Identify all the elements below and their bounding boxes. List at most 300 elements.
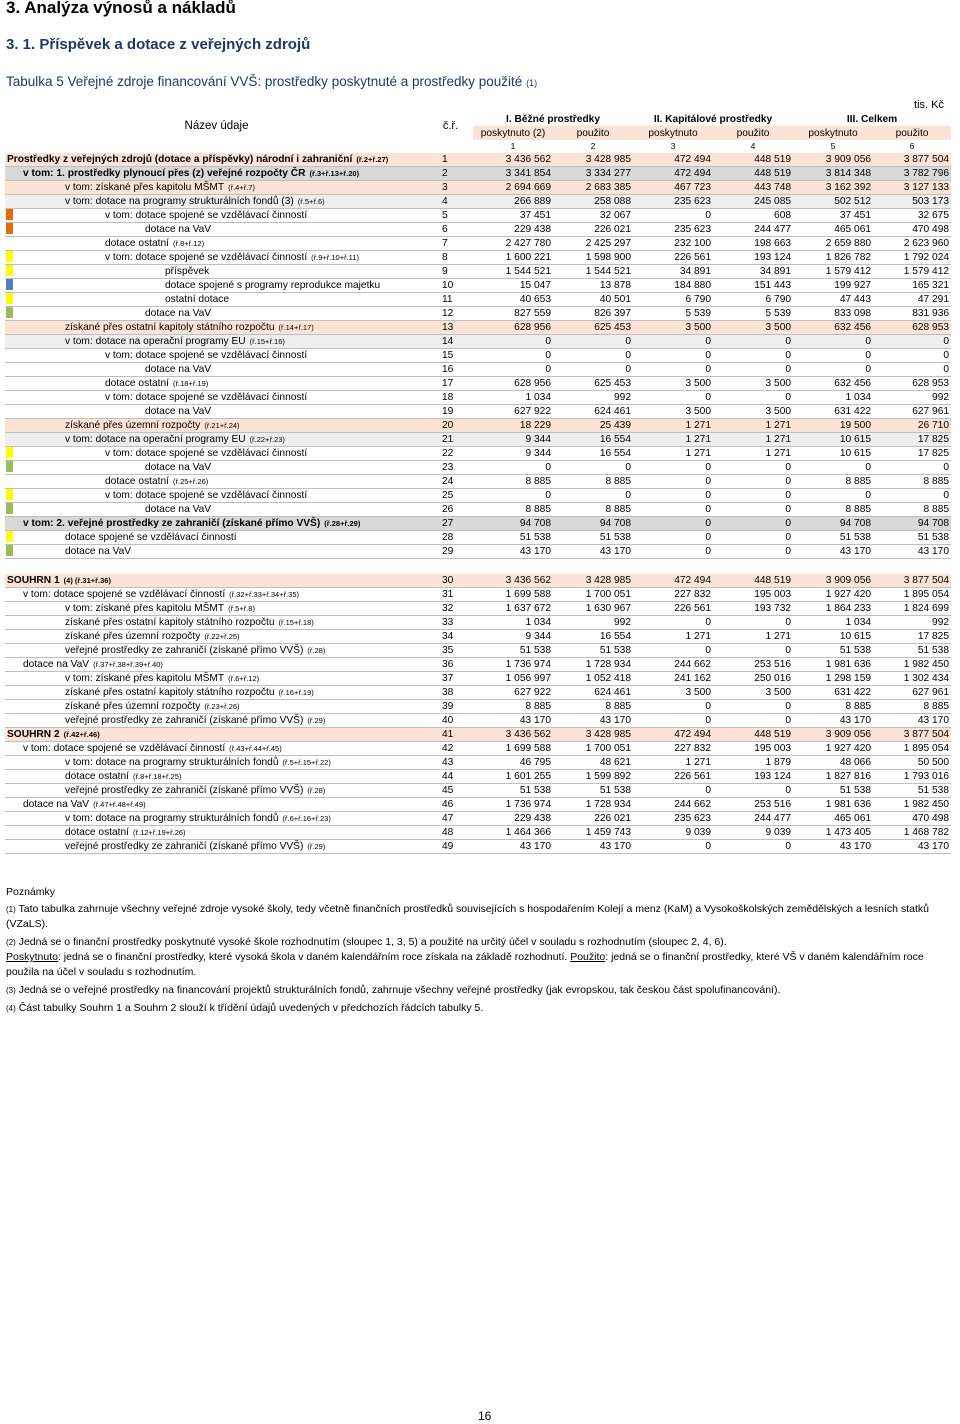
table-row: [5, 321, 951, 335]
row-label-cell: [5, 616, 428, 630]
notes-title: Poznámky: [6, 886, 56, 898]
value-cell: 8 885: [525, 476, 551, 487]
row-label-cell: [5, 588, 428, 602]
value-cell: 253 516: [754, 659, 792, 670]
row-label-cell: [5, 798, 428, 812]
value-cell: 448 519: [754, 154, 792, 165]
value-cell: 3 127 133: [903, 182, 950, 193]
row-number: 33: [442, 617, 454, 628]
value-cell: 0: [865, 462, 872, 473]
row-label-cell: [5, 531, 428, 545]
value-cell: 0: [785, 392, 792, 403]
note-ref: (3): [6, 986, 16, 995]
row-number: 10: [442, 280, 454, 291]
value-cell: 2 659 880: [825, 238, 872, 249]
funding-table: [5, 112, 951, 854]
note-text: Část tabulky Souhrn 1 a Souhrn 2 slouží k třídění údajů uvedených v předchozích řádcích tabulky 5.: [18, 1002, 484, 1014]
value-cell: 94 708: [917, 518, 950, 529]
note-ref: (1): [6, 905, 16, 914]
sub-header: poskytnuto: [648, 127, 698, 139]
value-cell: 1 034: [845, 617, 872, 628]
row-ref: (ř.8+ř.18+ř.25): [133, 772, 182, 781]
table-row: [5, 840, 951, 854]
note-term: Použito: [570, 951, 606, 963]
value-cell: 0: [785, 462, 792, 473]
table-row: [5, 812, 951, 826]
value-cell: 0: [785, 364, 792, 375]
value-cell: 229 438: [514, 813, 551, 824]
value-cell: 2 425 297: [585, 238, 632, 249]
row-ref: (ř.4+ř.7): [228, 183, 255, 192]
row-number: 17: [442, 378, 454, 389]
table-row: [5, 686, 951, 700]
value-cell: 448 519: [754, 729, 792, 740]
value-cell: 0: [943, 350, 950, 361]
row-number: 1: [442, 154, 448, 165]
row-number: 14: [442, 336, 454, 347]
table-row: [5, 714, 951, 728]
value-cell: 1 302 434: [903, 673, 950, 684]
row-number: 43: [442, 757, 454, 768]
row-ref: (ř.6+ř.16+ř.23): [282, 814, 331, 823]
row-label: v tom: získané přes kapitolu MŠMT: [65, 603, 225, 614]
value-cell: 826 397: [594, 308, 632, 319]
table-row: [5, 153, 951, 167]
note-ref: (4): [6, 1004, 16, 1013]
value-cell: 0: [785, 350, 792, 361]
category-marker: [6, 503, 13, 514]
value-cell: 51 538: [917, 532, 950, 543]
row-label: dotace na VaV: [145, 504, 212, 515]
table-row: [5, 237, 951, 251]
value-cell: 1 052 418: [585, 673, 632, 684]
table-row: [5, 335, 951, 349]
value-cell: 8 885: [605, 701, 632, 712]
table-row: [5, 574, 951, 588]
table-row: [5, 644, 951, 658]
value-cell: 1 700 051: [585, 743, 632, 754]
value-cell: 502 512: [834, 196, 872, 207]
table-header: [5, 112, 951, 153]
value-cell: 3 500: [765, 687, 792, 698]
row-number: 46: [442, 799, 454, 810]
row-label-cell: [5, 195, 428, 209]
row-label: dotace ostatní: [105, 476, 170, 487]
value-cell: 227 832: [674, 743, 712, 754]
value-cell: 1 271: [685, 631, 712, 642]
value-cell: 5 539: [685, 308, 712, 319]
value-cell: 10 615: [839, 448, 872, 459]
value-cell: 43 170: [519, 841, 551, 852]
value-cell: 0: [705, 645, 712, 656]
value-cell: 51 538: [599, 785, 632, 796]
category-marker: [6, 251, 13, 262]
heading-section: 3. Analýza výnosů a nákladů: [6, 0, 236, 17]
row-number: 47: [442, 813, 454, 824]
row-label-cell: [5, 447, 428, 461]
value-cell: 1 271: [765, 420, 792, 431]
value-cell: 1 600 221: [505, 252, 551, 263]
row-label: příspěvek: [165, 266, 210, 277]
value-cell: 244 477: [754, 224, 792, 235]
value-cell: 1 271: [765, 448, 792, 459]
value-cell: 51 538: [519, 532, 551, 543]
value-cell: 46 795: [519, 757, 551, 768]
value-cell: 17 825: [917, 631, 950, 642]
value-cell: 3 877 504: [903, 154, 950, 165]
value-cell: 51 538: [839, 645, 872, 656]
category-marker: [6, 447, 13, 458]
value-cell: 1 736 974: [505, 799, 551, 810]
value-cell: 198 663: [754, 238, 792, 249]
value-cell: 43 170: [519, 715, 551, 726]
value-cell: 627 922: [514, 687, 551, 698]
col-number: 2: [590, 141, 596, 151]
value-cell: 3 162 392: [825, 182, 872, 193]
row-label: v tom: dotace spojené se vzdělávací činností: [105, 448, 308, 459]
value-cell: 0: [865, 350, 872, 361]
category-marker: [6, 461, 13, 472]
table-row: [5, 588, 951, 602]
row-number: 41: [442, 729, 454, 740]
value-cell: 0: [545, 350, 551, 361]
value-cell: 0: [545, 336, 551, 347]
table-row: [5, 658, 951, 672]
table-row: [5, 167, 951, 181]
value-cell: 43 170: [599, 841, 632, 852]
row-number: 35: [442, 645, 454, 656]
table-row: [5, 602, 951, 616]
value-cell: 2 427 780: [505, 238, 551, 249]
row-label: dotace ostatní: [105, 378, 170, 389]
value-cell: 1 982 450: [903, 799, 950, 810]
value-cell: 8 885: [605, 476, 632, 487]
value-cell: 0: [705, 476, 712, 487]
row-number: 36: [442, 659, 454, 670]
row-label-cell: [5, 349, 428, 363]
sub-header: použito: [736, 127, 770, 139]
row-label-cell: [5, 153, 428, 167]
table-row: [5, 419, 951, 433]
value-cell: 1 271: [685, 434, 712, 445]
table-row: [5, 293, 951, 307]
table-row: [5, 545, 951, 559]
row-label: veřejné prostředky ze zahraničí (získané přímo VVŠ): [65, 645, 304, 656]
row-label-cell: [5, 545, 428, 559]
value-cell: 235 623: [674, 224, 712, 235]
row-label-cell: [5, 167, 428, 181]
row-ref: (ř.37+ř.38+ř.39+ř.40): [93, 660, 163, 669]
row-label: v tom: dotace spojené se vzdělávací činností: [105, 210, 308, 221]
table-row: [5, 742, 951, 756]
row-label: dotace ostatní: [105, 238, 170, 249]
note-4: [6, 1001, 958, 1016]
value-cell: 3 500: [765, 378, 792, 389]
table-row: [5, 363, 951, 377]
value-cell: 226 561: [674, 252, 712, 263]
table-row: [5, 405, 951, 419]
value-cell: 226 561: [674, 771, 712, 782]
row-label-cell: [5, 321, 428, 335]
row-ref: (ř.29): [307, 842, 326, 851]
value-cell: 43 170: [599, 546, 632, 557]
row-label-cell: [5, 503, 428, 517]
row-label-cell: [5, 672, 428, 686]
value-cell: 0: [785, 701, 792, 712]
value-cell: 0: [705, 715, 712, 726]
value-cell: 0: [705, 350, 712, 361]
unit-label: tis. Kč: [914, 99, 944, 111]
row-ref: (ř.22+ř.25): [204, 632, 240, 641]
note-1: [6, 902, 958, 932]
value-cell: 0: [785, 715, 792, 726]
value-cell: 0: [545, 462, 551, 473]
value-cell: 3 428 985: [585, 729, 632, 740]
value-cell: 193 124: [754, 771, 792, 782]
row-number: 49: [442, 841, 454, 852]
row-label: veřejné prostředky ze zahraničí (získané přímo VVŠ): [65, 785, 304, 796]
value-cell: 51 538: [519, 785, 551, 796]
table-row: [5, 475, 951, 489]
value-cell: 0: [705, 518, 712, 529]
value-cell: 627 961: [912, 406, 950, 417]
value-cell: 94 708: [839, 518, 872, 529]
row-number: 5: [442, 210, 448, 221]
value-cell: 1 271: [685, 420, 712, 431]
value-cell: 3 877 504: [903, 729, 950, 740]
value-cell: 10 615: [839, 434, 872, 445]
note-ref: (2): [6, 938, 16, 947]
row-label-cell: [5, 602, 428, 616]
row-ref: (ř.43+ř.44+ř.45): [229, 744, 282, 753]
value-cell: 8 885: [923, 476, 950, 487]
row-label-cell: [5, 517, 428, 531]
row-label-cell: [5, 307, 428, 321]
value-cell: 232 100: [674, 238, 712, 249]
value-cell: 1 034: [525, 617, 551, 628]
value-cell: 244 662: [674, 659, 712, 670]
value-cell: 0: [705, 210, 712, 221]
value-cell: 624 461: [594, 687, 632, 698]
value-cell: 472 494: [674, 168, 712, 179]
sub-header: použito: [895, 127, 929, 139]
row-number: 45: [442, 785, 454, 796]
row-label-cell: [5, 223, 428, 237]
value-cell: 1 544 521: [585, 266, 632, 277]
value-cell: 1 736 974: [505, 659, 551, 670]
value-cell: 0: [865, 336, 872, 347]
row-label: získané přes územní rozpočty: [65, 701, 201, 712]
value-cell: 3 782 796: [903, 168, 950, 179]
value-cell: 0: [943, 462, 950, 473]
value-cell: 3 341 854: [505, 168, 551, 179]
value-cell: 0: [625, 364, 632, 375]
row-label-cell: [5, 433, 428, 447]
row-label-cell: [5, 461, 428, 475]
value-cell: 0: [705, 336, 712, 347]
value-cell: 8 885: [923, 504, 950, 515]
value-cell: 1 271: [765, 631, 792, 642]
row-ref: (4) (ř.31+ř.36): [63, 576, 111, 585]
value-cell: 608: [774, 210, 792, 221]
value-cell: 1 473 405: [825, 827, 872, 838]
row-label-cell: [5, 644, 428, 658]
value-cell: 43 170: [599, 715, 632, 726]
row-number: 2: [442, 168, 448, 179]
value-cell: 0: [625, 490, 632, 501]
category-marker: [6, 307, 13, 318]
col-number: 3: [670, 141, 676, 151]
value-cell: 3 814 348: [825, 168, 872, 179]
value-cell: 1 601 255: [505, 771, 551, 782]
table-caption: [6, 74, 537, 89]
value-cell: 0: [943, 364, 950, 375]
row-ref: (ř.3+ř.13+ř.20): [309, 169, 360, 178]
row-label: získané přes ostatní kapitoly státního rozpočtu: [65, 617, 275, 628]
category-marker: [6, 279, 13, 290]
category-marker: [6, 489, 13, 500]
value-cell: 37 451: [839, 210, 872, 221]
row-label-cell: [5, 475, 428, 489]
note-text: Jedná se o finanční prostředky poskytnuté vysoké škole rozhodnutím (sloupec 1, 3, 5) a použité na určitý účel v souladu s rozhodnutím (sloupec 2, 4, 6).: [18, 936, 727, 948]
table-row: [5, 517, 951, 531]
value-cell: 9 344: [525, 631, 551, 642]
value-cell: 3 428 985: [585, 575, 632, 586]
row-number: 8: [442, 252, 448, 263]
value-cell: 8 885: [525, 504, 551, 515]
value-cell: 8 885: [605, 504, 632, 515]
row-label: v tom: dotace spojené se vzdělávací činností: [105, 252, 308, 263]
row-number: 27: [442, 518, 454, 529]
row-label: v tom: dotace spojené se vzdělávací činností: [105, 392, 308, 403]
value-cell: 472 494: [674, 154, 712, 165]
row-label-cell: [5, 293, 428, 307]
row-ref: (ř.47+ř.48+ř.49): [93, 800, 146, 809]
value-cell: 47 291: [917, 294, 950, 305]
value-cell: 2 623 960: [903, 238, 950, 249]
row-label-cell: [5, 405, 428, 419]
row-label: v tom: dotace spojené se vzdělávací činností: [23, 743, 226, 754]
col-number: 1: [510, 141, 516, 151]
value-cell: 0: [705, 364, 712, 375]
value-cell: 628 953: [912, 378, 950, 389]
value-cell: 8 885: [845, 476, 872, 487]
value-cell: 8 885: [923, 701, 950, 712]
value-cell: 992: [932, 392, 950, 403]
row-label: dotace spojené s programy reprodukce majetku: [165, 280, 381, 291]
value-cell: 3 500: [685, 687, 712, 698]
row-number: 48: [442, 827, 454, 838]
row-label: SOUHRN 1: [7, 575, 60, 586]
row-label-cell: [5, 377, 428, 391]
row-label-cell: [5, 391, 428, 405]
row-label-cell: [5, 209, 428, 223]
row-label: získané přes územní rozpočty: [65, 420, 201, 431]
table-row: [5, 223, 951, 237]
row-label: v tom: dotace na programy strukturálních fondů: [65, 757, 279, 768]
value-cell: 1 981 636: [825, 799, 872, 810]
value-cell: 0: [705, 546, 712, 557]
row-ref: (ř.6+ř.12): [228, 674, 260, 683]
note-text: : jedná se o finanční prostředky, které VŠ v daném kalendářním roce použila na účel v souladu s rozhodnutím.: [6, 951, 924, 978]
value-cell: 3 334 277: [585, 168, 632, 179]
row-ref: (ř.23+ř.26): [204, 702, 240, 711]
value-cell: 17 825: [917, 448, 950, 459]
value-cell: 1 034: [525, 392, 551, 403]
value-cell: 2 683 385: [585, 182, 632, 193]
notes: [6, 885, 958, 1016]
table-row: [5, 209, 951, 223]
row-number: 42: [442, 743, 454, 754]
value-cell: 0: [785, 504, 792, 515]
row-label: získané přes územní rozpočty: [65, 631, 201, 642]
value-cell: 448 519: [754, 575, 792, 586]
row-number: 22: [442, 448, 454, 459]
value-cell: 18 229: [519, 420, 551, 431]
row-label: dotace na VaV: [145, 364, 212, 375]
row-ref: (ř.22+ř.23): [249, 435, 285, 444]
value-cell: 0: [943, 336, 950, 347]
col-number: 5: [830, 141, 836, 151]
value-cell: 3 436 562: [505, 575, 551, 586]
value-cell: 1 895 054: [903, 589, 950, 600]
value-cell: 244 662: [674, 799, 712, 810]
value-cell: 244 477: [754, 813, 792, 824]
value-cell: 3 428 985: [585, 154, 632, 165]
table-row: [5, 279, 951, 293]
row-label-cell: [5, 237, 428, 251]
table-row: [5, 461, 951, 475]
value-cell: 0: [865, 364, 872, 375]
row-number: 40: [442, 715, 454, 726]
value-cell: 1 927 420: [825, 743, 872, 754]
value-cell: 467 723: [674, 182, 712, 193]
value-cell: 1 637 672: [505, 603, 551, 614]
row-label: dotace spojené se vzdělávací činností: [65, 532, 237, 543]
value-cell: 43 170: [839, 841, 872, 852]
value-cell: 195 003: [754, 743, 792, 754]
table-row: [5, 700, 951, 714]
value-cell: 43 170: [917, 715, 950, 726]
value-cell: 17 825: [917, 434, 950, 445]
row-number: 26: [442, 504, 454, 515]
value-cell: 1 544 521: [505, 266, 551, 277]
row-number: 38: [442, 687, 454, 698]
row-number: 16: [442, 364, 454, 375]
col-name-header: Název údaje: [184, 119, 249, 132]
row-label-cell: [5, 714, 428, 728]
table-row: [5, 391, 951, 405]
row-number: 12: [442, 308, 454, 319]
value-cell: 0: [785, 785, 792, 796]
value-cell: 624 461: [594, 406, 632, 417]
value-cell: 0: [705, 532, 712, 543]
row-number: 13: [442, 322, 454, 333]
table-row: [5, 826, 951, 840]
value-cell: 1 579 412: [903, 266, 950, 277]
value-cell: 226 561: [674, 603, 712, 614]
value-cell: 235 623: [674, 196, 712, 207]
table-row: [5, 798, 951, 812]
value-cell: 227 832: [674, 589, 712, 600]
value-cell: 3 877 504: [903, 575, 950, 586]
value-cell: 3 500: [765, 406, 792, 417]
value-cell: 51 538: [839, 785, 872, 796]
value-cell: 226 021: [594, 224, 632, 235]
row-label: v tom: dotace na programy strukturálních fondů: [65, 813, 279, 824]
value-cell: 199 927: [834, 280, 872, 291]
row-label: veřejné prostředky ze zahraničí (získané přímo VVŠ): [65, 841, 304, 852]
